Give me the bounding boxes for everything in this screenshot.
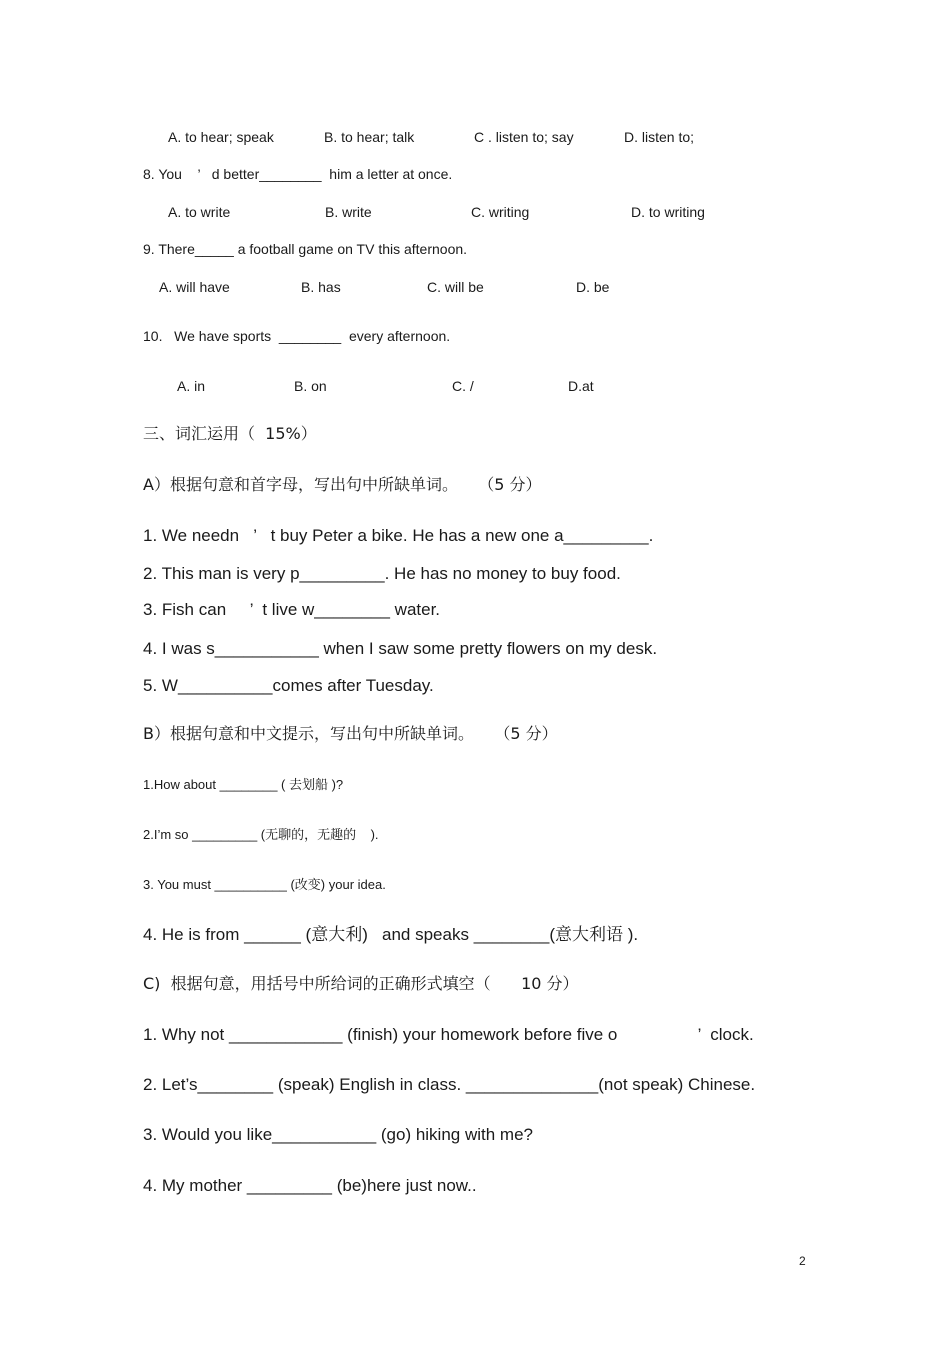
part-a-item-2: 2. This man is very p_________. He has no money to buy food. bbox=[143, 564, 621, 583]
question-9-stem: 9. There_____ a football game on TV this afternoon. bbox=[143, 241, 468, 257]
part-a-item-1: 1. We needn ’ t buy Peter a bike. He has a new one a_________. bbox=[143, 526, 654, 545]
question-8-stem: 8. You ’ d better________ him a letter at once. bbox=[143, 166, 453, 182]
part-a-item-5: 5. W__________comes after Tuesday. bbox=[143, 676, 434, 695]
part-b-item-3: 3. You must __________ (改变) your idea. bbox=[143, 877, 386, 892]
part-a-item-3: 3. Fish can ’ t live w________ water. bbox=[143, 600, 441, 619]
q9-option-d: D. be bbox=[576, 279, 610, 295]
section-3-title: 三、词汇运用（ 15%） bbox=[143, 424, 317, 443]
q7-option-b: B. to hear; talk bbox=[324, 129, 415, 145]
q9-option-c: C. will be bbox=[427, 279, 484, 295]
q8-option-d: D. to writing bbox=[631, 204, 705, 220]
part-c-heading: C) 根据句意，用括号中所给词的正确形式填空（ 10 分） bbox=[143, 974, 579, 993]
part-a-item-4: 4. I was s___________ when I saw some pretty flowers on my desk. bbox=[143, 639, 658, 658]
q10-option-d: D.at bbox=[568, 378, 594, 394]
part-b-item-2: 2.I’m so _________ (无聊的，无趣的 ). bbox=[143, 827, 379, 842]
q7-option-a: A. to hear; speak bbox=[168, 129, 274, 145]
part-b-item-4: 4. He is from ______ (意大利) and speaks ________(意大利语 ). bbox=[143, 925, 639, 944]
part-c-item-4: 4. My mother _________ (be)here just now.. bbox=[143, 1176, 477, 1195]
q8-option-b: B. write bbox=[325, 204, 372, 220]
q7-option-d: D. listen to; bbox=[624, 129, 695, 145]
q8-option-c: C. writing bbox=[471, 204, 530, 220]
q10-option-a: A. in bbox=[177, 378, 206, 394]
q9-option-b: B. has bbox=[301, 279, 341, 295]
part-a-heading: A）根据句意和首字母，写出句中所缺单词。 （5 分） bbox=[143, 475, 542, 494]
q9-option-a: A. will have bbox=[159, 279, 230, 295]
q10-option-b: B. on bbox=[294, 378, 327, 394]
q8-option-a: A. to write bbox=[168, 204, 231, 220]
part-c-item-3: 3. Would you like___________ (go) hiking with me? bbox=[143, 1125, 533, 1144]
part-c-item-1: 1. Why not ____________ (finish) your homework before five o ’ clock. bbox=[143, 1025, 754, 1044]
page-number: 2 bbox=[799, 1254, 806, 1268]
question-10-stem: 10. We have sports ________ every afternoon. bbox=[143, 328, 451, 344]
part-c-item-2: 2. Let’s________ (speak) English in class. ______________(not speak) Chinese. bbox=[143, 1075, 756, 1094]
q7-option-c: C . listen to; say bbox=[474, 129, 574, 145]
part-b-heading: B）根据句意和中文提示，写出句中所缺单词。 （5 分） bbox=[143, 724, 558, 743]
part-b-item-1: 1.How about ________ ( 去划船 )? bbox=[143, 777, 344, 792]
q10-option-c: C. / bbox=[452, 378, 474, 394]
